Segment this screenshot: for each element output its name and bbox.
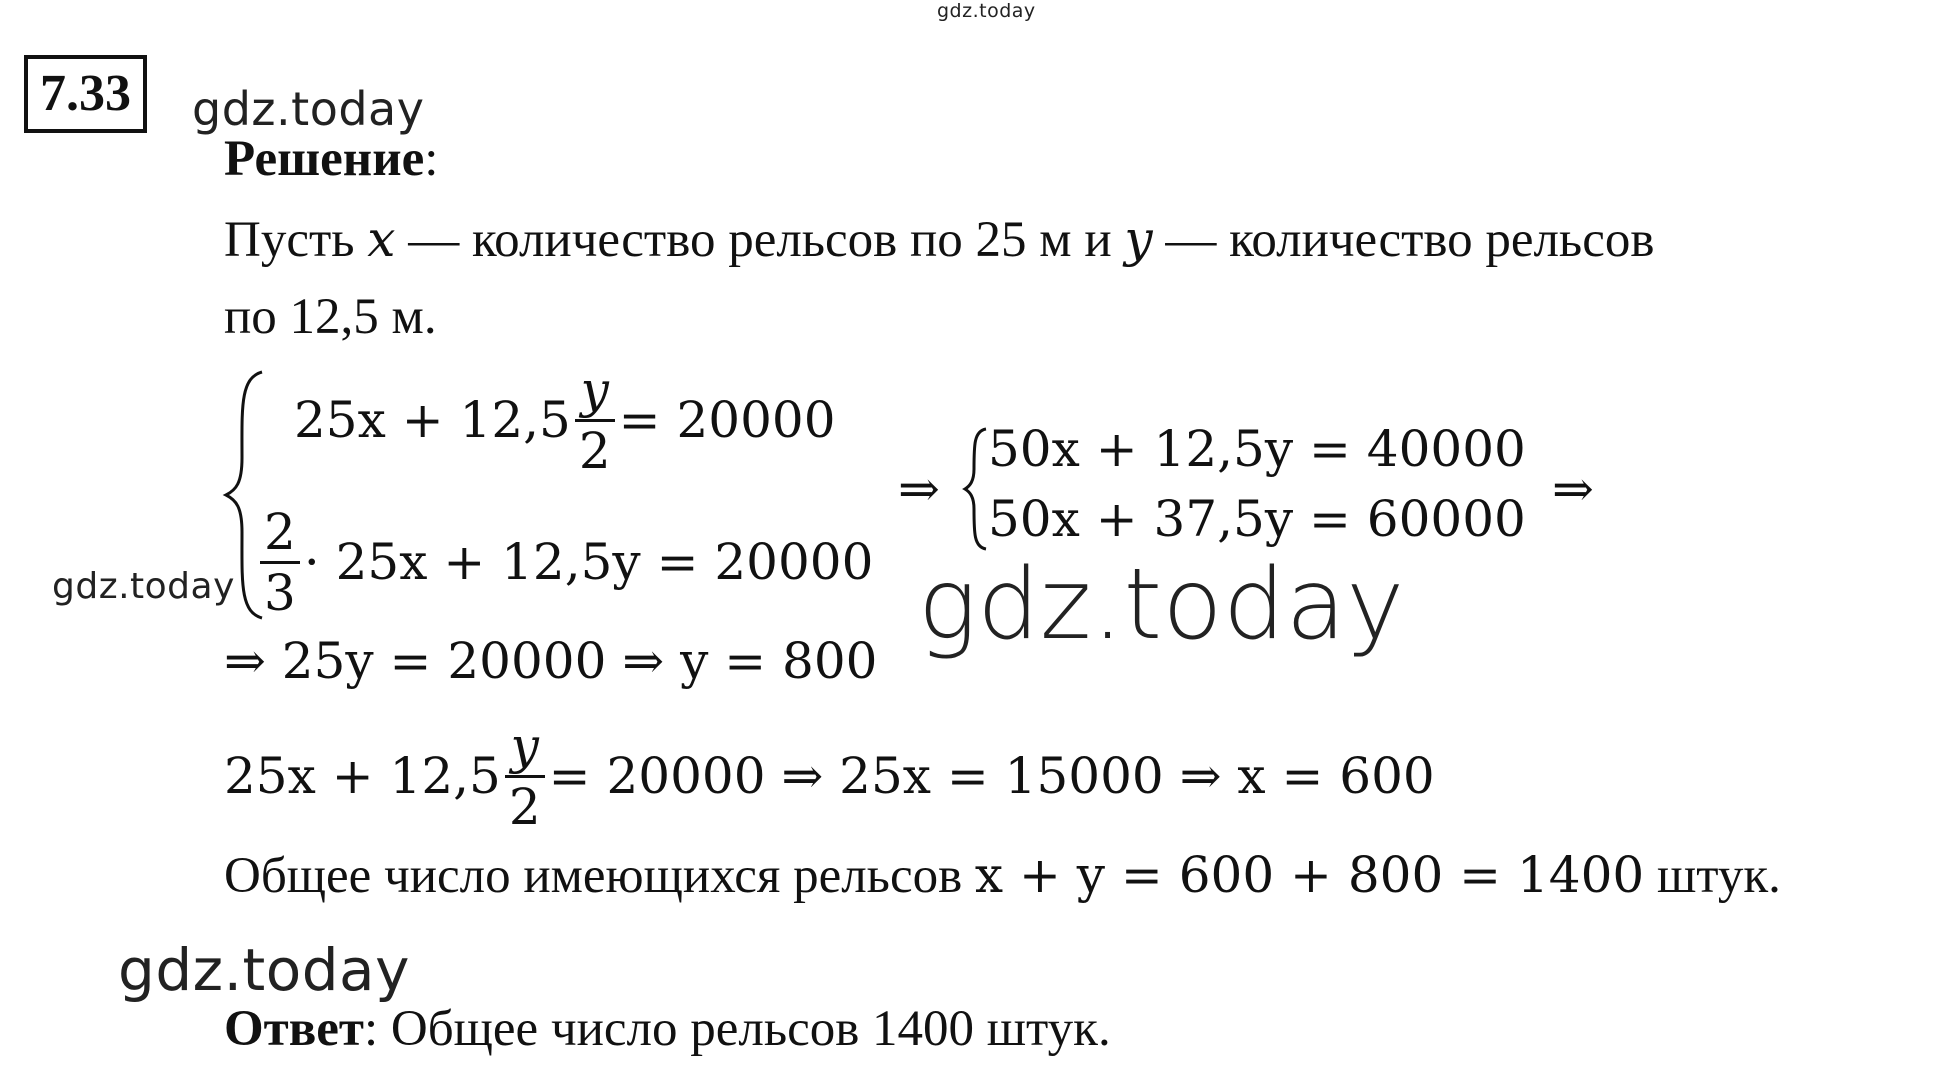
fraction-numerator: y [505,721,545,778]
answer-label: Ответ [224,1001,364,1057]
system-1-eq2-rest: · 25x + 12,5y = 20000 [303,533,874,591]
variable-y: y [1124,210,1153,268]
total-text: Общее число имеющихся рельсов [224,848,963,904]
watermark-header: gdz.today [192,82,425,136]
system-1-eq1-left: 25x + 12,5 [294,391,571,449]
solution-heading [224,130,438,188]
solve-x-left: 25x + 12,5 [224,747,501,805]
system-2-brace [962,425,990,553]
intro-part-2: — количество рельсов по 25 м и [408,212,1112,268]
solution-label: Решение [224,131,425,187]
fraction-denominator: 2 [578,421,611,480]
watermark-left: gdz.today [52,566,235,607]
system-1-eq1-right: = 20000 [618,391,836,449]
watermark-center: gdz.today [918,548,1405,662]
fraction-denominator: 3 [264,563,296,622]
problem-number-box: 7.33 [24,55,147,133]
solution-colon: : [424,131,439,187]
trailing-arrow: ⇒ [1552,460,1594,518]
answer-text: Общее число рельсов 1400 штук. [390,1001,1111,1057]
solve-x-right: = 20000 ⇒ 25x = 15000 ⇒ x = 600 [548,747,1435,805]
system-2-equation-1: 50x + 12,5y = 40000 [988,420,1526,478]
solve-x-line [224,712,1435,840]
intro-line-1 [224,210,1654,269]
fraction-denominator: 2 [508,777,541,836]
solve-y-line: ⇒ 25y = 20000 ⇒ y = 800 [224,632,878,690]
total-unit: штук. [1656,848,1781,904]
answer-line [224,1000,1111,1058]
answer-colon: : [363,1001,379,1057]
system-1-eq2-fraction [260,502,300,622]
system-1-equation-2 [256,498,873,626]
system-2-equation-2: 50x + 37,5y = 60000 [988,490,1526,548]
system-1-equation-1 [294,360,836,480]
total-formula: x + y = 600 + 800 = 1400 [974,846,1645,904]
system-1-eq1-fraction [575,360,615,480]
intro-line-2: по 12,5 м. [224,289,437,345]
variable-x: x [367,210,396,268]
solve-x-fraction [505,716,545,836]
watermark-lower-left: gdz.today [118,936,410,1004]
intro-part-1: Пусть [224,212,355,268]
fraction-numerator: y [575,365,615,422]
fraction-numerator: 2 [260,507,300,564]
total-line [224,846,1781,905]
intro-part-3: — количество рельсов [1165,212,1655,268]
watermark-top: gdz.today [937,0,1036,22]
implies-arrow: ⇒ [898,460,940,518]
